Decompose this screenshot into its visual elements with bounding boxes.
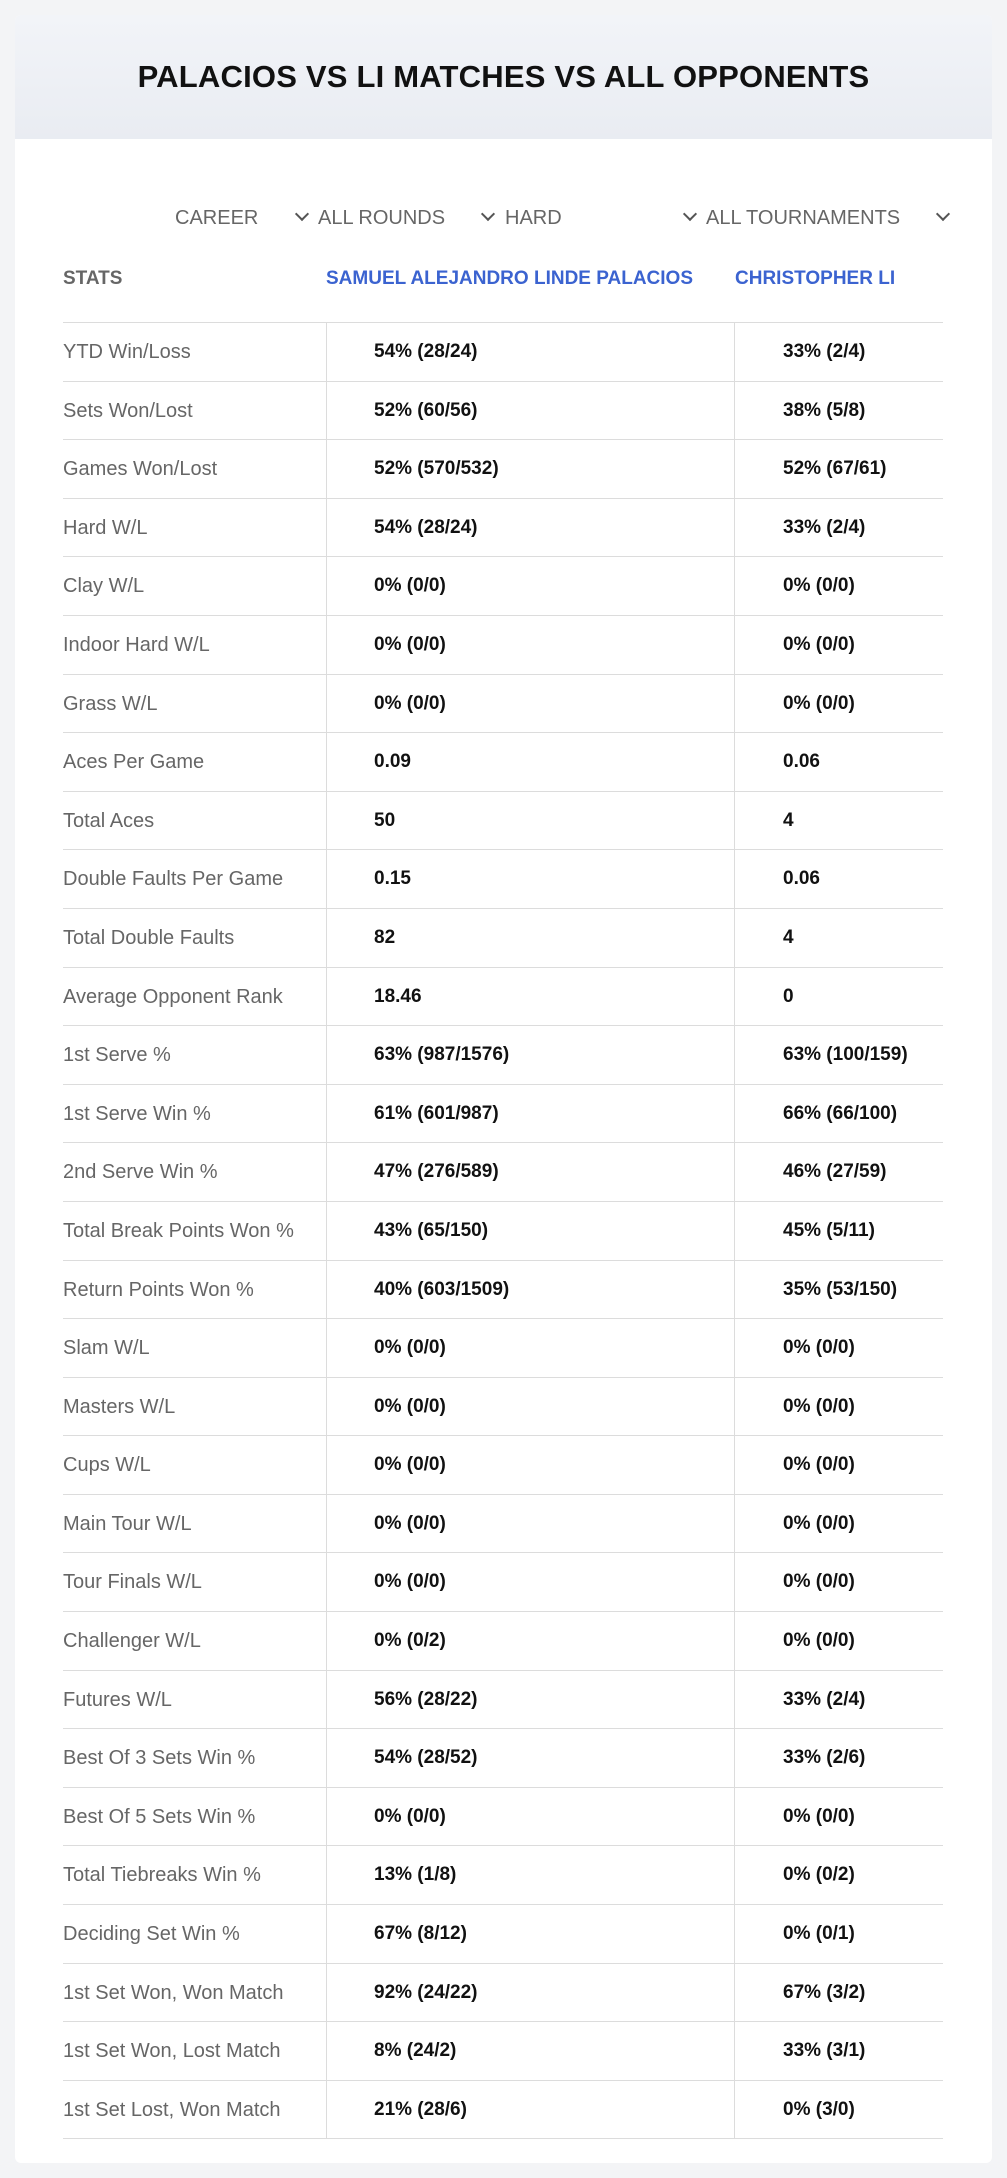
player2-value: 33% (2/6) [734, 1729, 943, 1787]
period-select-value: CAREER [175, 206, 259, 229]
player1-value: 43% (65/150) [326, 1202, 734, 1260]
stat-label: Hard W/L [63, 516, 148, 539]
stats-card [15, 15, 992, 2163]
rounds-select[interactable] [318, 183, 502, 253]
table-row [63, 1905, 943, 1964]
player1-value: 0% (0/0) [326, 616, 734, 674]
page-title: PALACIOS VS LI MATCHES VS ALL OPPONENTS [137, 59, 870, 94]
table-row [63, 1729, 943, 1788]
player1-value: 0% (0/0) [326, 1553, 734, 1611]
player1-value: 92% (24/22) [326, 1964, 734, 2022]
player1-value: 0% (0/2) [326, 1612, 734, 1670]
stat-label: Tour Finals W/L [63, 1571, 202, 1594]
player2-value: 33% (2/4) [734, 323, 943, 381]
stat-label: Double Faults Per Game [63, 868, 284, 891]
header-player1-link[interactable]: SAMUEL ALEJANDRO LINDE PALACIOS [326, 268, 694, 289]
player1-value: 18.46 [326, 968, 734, 1026]
player2-value: 4 [734, 909, 943, 967]
player2-value: 45% (5/11) [734, 1202, 943, 1260]
player2-value: 0% (0/0) [734, 1553, 943, 1611]
stat-label: Total Aces [63, 809, 155, 832]
stat-label: Best Of 3 Sets Win % [63, 1747, 256, 1770]
stat-label: Clay W/L [63, 575, 145, 598]
stat-label: Challenger W/L [63, 1630, 201, 1653]
player1-value: 54% (28/52) [326, 1729, 734, 1787]
table-row [63, 1612, 943, 1671]
table-header [63, 253, 943, 323]
player2-value: 35% (53/150) [734, 1261, 943, 1319]
player1-value: 0% (0/0) [326, 1495, 734, 1553]
player2-value: 66% (66/100) [734, 1085, 943, 1143]
header-stats: STATS [63, 268, 123, 289]
chevron-down-icon [936, 207, 950, 221]
player2-value: 0 [734, 968, 943, 1026]
player1-value: 54% (28/24) [326, 323, 734, 381]
table-row [63, 850, 943, 909]
stat-label: Main Tour W/L [63, 1512, 192, 1535]
table-row [63, 1143, 943, 1202]
table-row [63, 2022, 943, 2081]
player2-value: 33% (2/4) [734, 499, 943, 557]
player2-value: 0% (0/0) [734, 1378, 943, 1436]
table-row [63, 557, 943, 616]
period-select[interactable] [175, 183, 313, 253]
surface-select-value: HARD [505, 206, 562, 229]
player1-value: 0% (0/0) [326, 1378, 734, 1436]
player1-value: 56% (28/22) [326, 1671, 734, 1729]
table-body [63, 323, 943, 2139]
tournaments-select-value: ALL TOURNAMENTS [706, 206, 901, 229]
table-row [63, 1026, 943, 1085]
player1-value: 0% (0/0) [326, 1436, 734, 1494]
player2-value: 0% (0/0) [734, 1788, 943, 1846]
stat-label: 1st Serve % [63, 1044, 171, 1067]
player1-value: 0.15 [326, 850, 734, 908]
player1-value: 0.09 [326, 733, 734, 791]
player2-value: 38% (5/8) [734, 382, 943, 440]
table-row [63, 616, 943, 675]
stat-label: 1st Set Lost, Won Match [63, 2098, 281, 2121]
table-row [63, 2081, 943, 2140]
rounds-select-value: ALL ROUNDS [318, 206, 446, 229]
card-header [15, 15, 992, 139]
table-row [63, 1788, 943, 1847]
stat-label: Best Of 5 Sets Win % [63, 1805, 256, 1828]
player1-value: 40% (603/1509) [326, 1261, 734, 1319]
player2-value: 0% (0/0) [734, 1319, 943, 1377]
stat-label: Average Opponent Rank [63, 985, 283, 1008]
stat-label: Deciding Set Win % [63, 1923, 240, 1946]
player1-value: 47% (276/589) [326, 1143, 734, 1201]
stat-label: 2nd Serve Win % [63, 1161, 218, 1184]
player1-value: 0% (0/0) [326, 557, 734, 615]
player2-value: 0.06 [734, 850, 943, 908]
chevron-down-icon [481, 207, 495, 221]
player1-value: 0% (0/0) [326, 1319, 734, 1377]
player2-value: 0% (0/0) [734, 616, 943, 674]
chevron-down-icon [683, 207, 697, 221]
player1-value: 21% (28/6) [326, 2081, 734, 2139]
stat-label: 1st Serve Win % [63, 1102, 211, 1125]
table-row [63, 1436, 943, 1495]
stats-table [63, 253, 943, 2139]
table-row [63, 1495, 943, 1554]
stat-label: Games Won/Lost [63, 458, 218, 481]
table-row [63, 499, 943, 558]
player1-value: 8% (24/2) [326, 2022, 734, 2080]
player1-value: 52% (60/56) [326, 382, 734, 440]
table-row [63, 909, 943, 968]
table-row [63, 968, 943, 1027]
player1-value: 50 [326, 792, 734, 850]
table-row [63, 1202, 943, 1261]
stat-label: Futures W/L [63, 1688, 172, 1711]
player2-value: 0% (3/0) [734, 2081, 943, 2139]
table-row [63, 792, 943, 851]
stat-label: Grass W/L [63, 692, 158, 715]
player1-value: 67% (8/12) [326, 1905, 734, 1963]
stat-label: Masters W/L [63, 1395, 176, 1418]
player1-value: 52% (570/532) [326, 440, 734, 498]
stat-label: Sets Won/Lost [63, 399, 193, 422]
player2-value: 0% (0/0) [734, 1612, 943, 1670]
table-row [63, 1261, 943, 1320]
player1-value: 0% (0/0) [326, 1788, 734, 1846]
stat-label: Total Break Points Won % [63, 1219, 294, 1242]
table-row [63, 1553, 943, 1612]
table-row [63, 1378, 943, 1437]
surface-select[interactable] [505, 183, 703, 253]
player2-value: 0% (0/0) [734, 1436, 943, 1494]
stat-label: Slam W/L [63, 1337, 150, 1360]
table-row [63, 1964, 943, 2023]
player2-value: 0% (0/0) [734, 675, 943, 733]
player2-value: 46% (27/59) [734, 1143, 943, 1201]
player2-value: 33% (3/1) [734, 2022, 943, 2080]
player2-value: 4 [734, 792, 943, 850]
stat-label: Cups W/L [63, 1454, 151, 1477]
player2-value: 52% (67/61) [734, 440, 943, 498]
table-row [63, 323, 943, 382]
chevron-down-icon [295, 207, 309, 221]
player1-value: 61% (601/987) [326, 1085, 734, 1143]
filter-bar [15, 183, 992, 253]
table-row [63, 1319, 943, 1378]
stat-label: Indoor Hard W/L [63, 633, 210, 656]
table-row [63, 733, 943, 792]
player2-value: 0% (0/1) [734, 1905, 943, 1963]
player2-value: 0% (0/0) [734, 557, 943, 615]
player2-value: 63% (100/159) [734, 1026, 943, 1084]
stat-label: 1st Set Won, Lost Match [63, 2040, 281, 2063]
player1-value: 0% (0/0) [326, 675, 734, 733]
table-row [63, 1846, 943, 1905]
table-row [63, 675, 943, 734]
player2-value: 67% (3/2) [734, 1964, 943, 2022]
table-row [63, 1671, 943, 1730]
stat-label: YTD Win/Loss [63, 341, 191, 363]
player2-value: 33% (2/4) [734, 1671, 943, 1729]
player2-value: 0.06 [734, 733, 943, 791]
player2-value: 0% (0/0) [734, 1495, 943, 1553]
header-player2-link[interactable]: CHRISTOPHER LI [735, 268, 896, 289]
player1-value: 82 [326, 909, 734, 967]
player1-value: 54% (28/24) [326, 499, 734, 557]
table-row [63, 1085, 943, 1144]
player1-value: 13% (1/8) [326, 1846, 734, 1904]
stat-label: Total Tiebreaks Win % [63, 1864, 261, 1887]
table-row [63, 382, 943, 441]
player1-value: 63% (987/1576) [326, 1026, 734, 1084]
stat-label: Return Points Won % [63, 1278, 254, 1301]
tournaments-select[interactable] [706, 183, 956, 253]
stat-label: Total Double Faults [63, 926, 235, 949]
table-row [63, 440, 943, 499]
player2-value: 0% (0/2) [734, 1846, 943, 1904]
stat-label: 1st Set Won, Won Match [63, 1981, 284, 2004]
stat-label: Aces Per Game [63, 751, 205, 774]
